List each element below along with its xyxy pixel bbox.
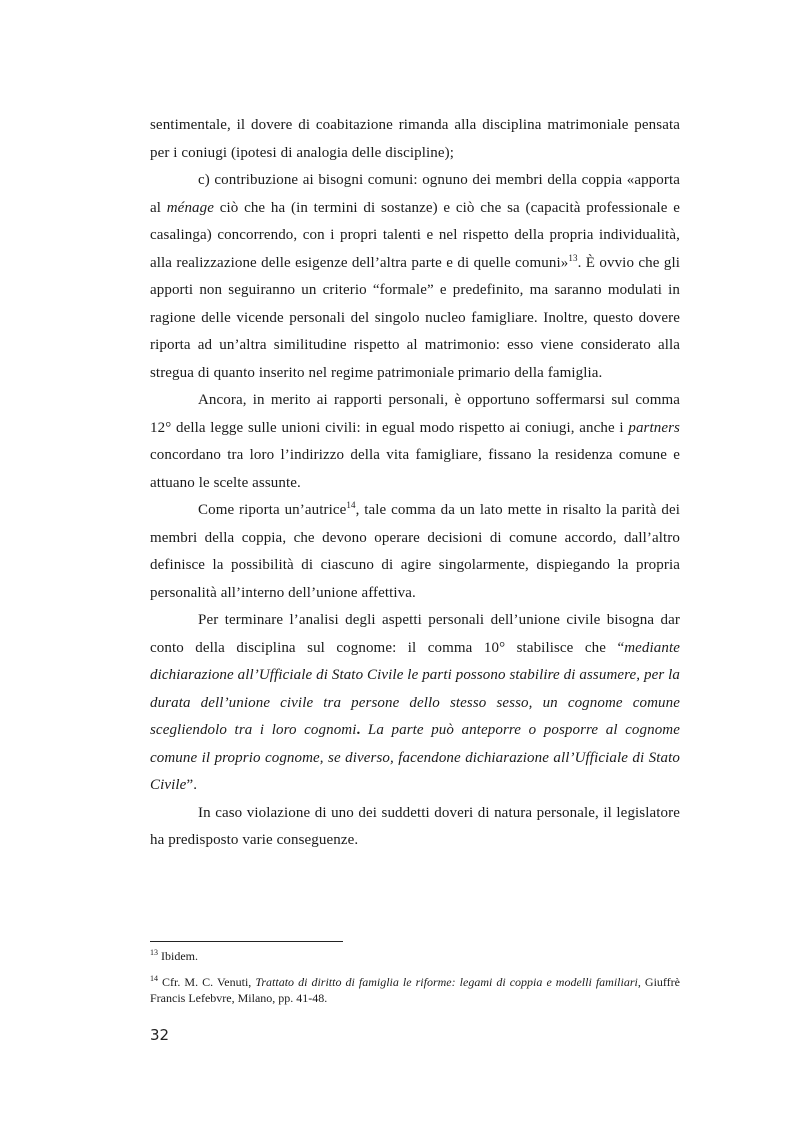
paragraph-4 xyxy=(150,497,680,607)
paragraph-2-text-c: . È ovvio che gli apporti non seguiranno un criterio “formale” e predefinito, ma saranno modulati in ragione delle vicende personali del singolo nucleo famigliare. Inoltre, questo dovere riporta ad un’altra similitudine rispetto al matrimonio: esso viene considerato alla stregua di quanto inserito nel regime patrimoniale primario della famiglia. xyxy=(150,254,680,381)
footnote-ref-13[interactable]: 13 xyxy=(568,252,578,263)
paragraph-3 xyxy=(150,387,680,497)
paragraph-5-italic-b: La parte può anteporre o posporre al cognome comune il proprio cognome, se diverso, facendone dichiarazione all’Ufficiale di Stato Civile xyxy=(150,722,680,793)
paragraph-5-text-b: ”. xyxy=(186,777,198,793)
footnote-ref-14[interactable]: 14 xyxy=(346,500,356,510)
paragraph-3-italic: partners xyxy=(628,419,680,436)
footnote-13-number: 13 xyxy=(150,948,158,957)
paragraph-3-text-b: concordano tra loro l’indirizzo della vita famigliare, fissano la residenza comune e attuano le scelte assunte. xyxy=(150,447,680,491)
footnote-separator xyxy=(150,941,343,942)
paragraph-1: sentimentale, il dovere di coabitazione rimanda alla disciplina matrimoniale pensata per i coniugi (ipotesi di analogia delle discipline); xyxy=(150,117,680,161)
footnotes xyxy=(150,948,680,1016)
paragraph-2-text-a: c) contribuzione ai bisogni comuni: ognuno dei membri della coppia «apporta al xyxy=(150,172,680,216)
footnote-14-text-b: , Giuffrè Francis Lefebvre, Milano, pp. 41-48. xyxy=(150,975,680,1005)
footnote-14-number: 14 xyxy=(150,974,158,983)
paragraph-5-italic-a: mediante dichiarazione all’Ufficiale di Stato Civile le parti possono stabilire di assumere, per la durata dell’unione civile tra persone dello stesso sesso, un cognome comune scegliendolo tra i loro cognomi xyxy=(150,639,680,738)
main-text xyxy=(150,112,680,855)
footnote-14-italic: Trattato di diritto di famiglia le riforme: legami di coppia e modelli familiari xyxy=(255,975,638,989)
paragraph-5 xyxy=(150,607,680,800)
paragraph-4-text-a: Come riporta un’autrice xyxy=(198,502,347,518)
footnote-13 xyxy=(150,948,680,964)
paragraph-2-italic: ménage xyxy=(166,199,214,216)
paragraph-5-bold-dot: . xyxy=(356,722,361,738)
page-number: 32 xyxy=(150,1026,170,1044)
paragraph-4-text-b: , tale comma da un lato mette in risalto la parità dei membri della coppia, che devono operare decisioni di comune accordo, dall’altro definisce la possibilità di ciascuno di agire singolarmente, dispiegando la propria personalità all’interno dell’unione affettiva. xyxy=(150,502,680,601)
paragraph-2 xyxy=(150,167,680,387)
paragraph-3-text-a: Ancora, in merito ai rapporti personali, è opportuno soffermarsi sul comma 12° della legge sulle unioni civili: in egual modo rispetto ai coniugi, anche i xyxy=(150,392,680,436)
paragraph-2-text-b: ciò che ha (in termini di sostanze) e ciò che sa (capacità professionale e casalinga) concorrendo, con i propri talenti e nel rispetto della propria individualità, alla realizzazione delle esigenze dell’altra parte e di quelle comuni» xyxy=(150,199,680,271)
footnote-14-text-a: Cfr. M. C. Venuti, xyxy=(158,975,256,989)
paragraph-6: In caso violazione di uno dei suddetti doveri di natura personale, il legislatore ha predisposto varie conseguenze. xyxy=(150,804,680,848)
paragraph-5-text-a: Per terminare l’analisi degli aspetti personali dell’unione civile bisogna dar conto della disciplina sul cognome: il comma 10° stabilisce che “ xyxy=(150,612,680,656)
footnote-14 xyxy=(150,974,680,1006)
footnote-13-text: Ibidem. xyxy=(158,949,198,963)
